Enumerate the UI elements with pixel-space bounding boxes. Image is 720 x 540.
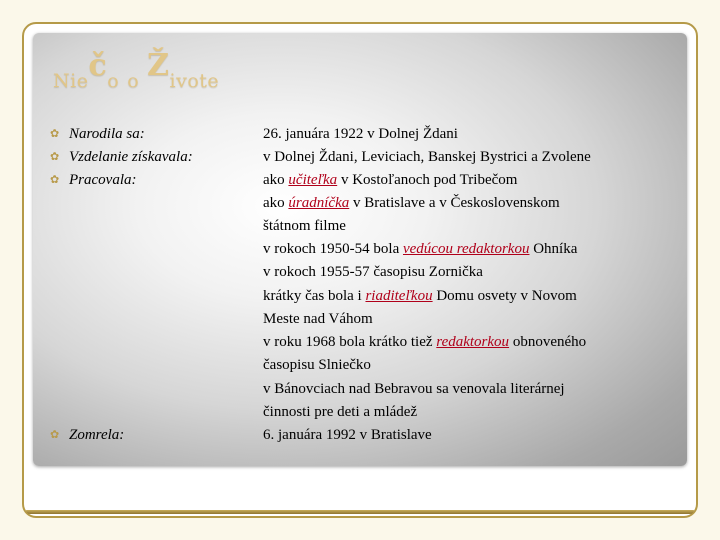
detail-line: v rokoch 1950-54 bola vedúcou redaktorkou Ohníka <box>263 241 578 257</box>
title-part: Nie <box>53 70 89 92</box>
highlight-role: vedúcou redaktorkou <box>402 241 530 257</box>
detail-line: v Bánovciach nad Bebravou sa venovala literárnej <box>263 381 565 397</box>
detail-line: v rokoch 1955-57 časopisu Zornička <box>263 264 483 280</box>
detail-line: činnosti pre deti a mládež <box>263 404 418 420</box>
label-worked: ✿ Pracovala: <box>50 172 137 188</box>
highlight-role: učiteľka <box>288 172 338 188</box>
detail-line: časopisu Slniečko <box>263 357 371 373</box>
label-education: ✿ Vzdelanie získavala: <box>50 149 193 165</box>
detail-line: krátky čas bola i riaditeľkou Domu osvety v Novom <box>263 288 577 304</box>
detail-line: štátnom filme <box>263 218 346 234</box>
label-died: ✿ Zomrela: <box>50 427 125 443</box>
title-part: č <box>88 48 108 83</box>
slide-bottom-rule <box>26 510 694 514</box>
slide-title <box>53 48 220 98</box>
highlight-role: redaktorkou <box>436 334 510 350</box>
bullet-icon: ✿ <box>50 128 60 140</box>
detail-line: 6. januára 1992 v Bratislave <box>263 427 432 443</box>
detail-line: Meste nad Váhom <box>263 311 373 327</box>
bullet-icon: ✿ <box>50 151 60 163</box>
bullet-icon: ✿ <box>50 174 60 186</box>
highlight-role: riaditeľkou <box>365 288 433 304</box>
title-part: o <box>107 70 120 92</box>
detail-line: ako úradníčka v Bratislave a v Československom <box>263 195 560 211</box>
detail-line: v roku 1968 bola krátko tiež redaktorkou obnoveného <box>263 334 587 350</box>
detail-line: 26. januára 1922 v Dolnej Ždani <box>263 126 458 142</box>
title-part: Ž <box>147 48 170 83</box>
label-born: ✿ Narodila sa: <box>50 126 145 142</box>
title-part: ivote <box>169 70 220 92</box>
highlight-role: úradníčka <box>288 195 350 211</box>
bullet-icon: ✿ <box>50 429 60 441</box>
detail-line: v Dolnej Ždani, Leviciach, Banskej Bystrici a Zvolene <box>263 149 591 165</box>
title-part: o <box>127 70 140 92</box>
detail-line: ako učiteľka v Kostoľanoch pod Tribečom <box>263 172 518 188</box>
